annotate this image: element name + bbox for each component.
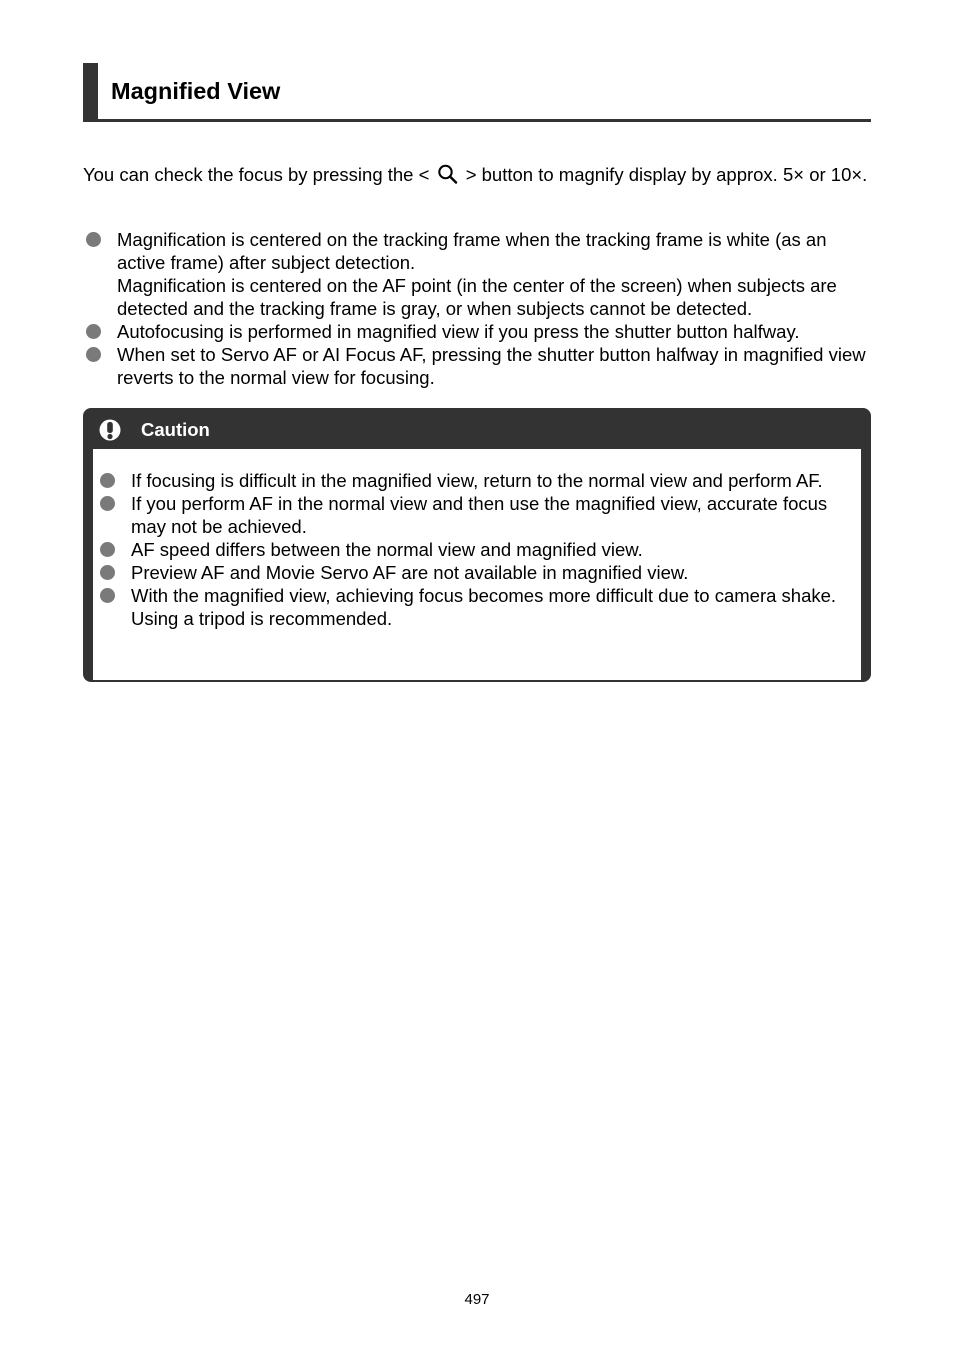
list-item [86, 343, 871, 389]
list-item-text: If you perform AF in the normal view and then use the magnified view, accurate focus may not be achieved. [131, 493, 828, 537]
page-title: Magnified View [111, 78, 281, 104]
list-item-text: Autofocusing is performed in magnified view if you press the shutter button halfway. [117, 321, 800, 342]
caution-icon [99, 419, 121, 441]
main-bullet-list [86, 228, 871, 389]
intro-text-before: You can check the focus by pressing the < [83, 164, 430, 185]
list-item-text: If focusing is difficult in the magnified view, return to the normal view and perform AF. [131, 470, 823, 491]
list-item [100, 584, 840, 630]
caution-header [83, 408, 871, 449]
list-item-text-continued: Magnification is centered on the AF point (in the center of the screen) when subjects are detected and the tracking frame is gray, or when subjects cannot be detected. [117, 275, 837, 319]
section-heading [83, 63, 871, 122]
heading-accent-bar [83, 63, 98, 119]
list-item [100, 492, 840, 538]
intro-paragraph [83, 163, 873, 186]
bullet-icon [86, 347, 101, 362]
bullet-icon [86, 324, 101, 339]
list-item-text: When set to Servo AF or AI Focus AF, pressing the shutter button halfway in magnified view reverts to the normal view for focusing. [117, 344, 866, 388]
bullet-icon [100, 588, 115, 603]
list-item-text: AF speed differs between the normal view and magnified view. [131, 539, 643, 560]
magnify-icon [437, 164, 459, 184]
caution-list [100, 469, 840, 630]
list-item-text: Magnification is centered on the tracking frame when the tracking frame is white (as an active frame) after subject detection. [117, 229, 827, 273]
list-item-text: With the magnified view, achieving focus becomes more difficult due to camera shake. Using a tripod is recommended. [131, 585, 837, 629]
caution-box [83, 408, 871, 682]
list-item [86, 320, 871, 343]
bullet-icon [100, 473, 115, 488]
page-number: 497 [464, 1291, 490, 1308]
list-item-text: Preview AF and Movie Servo AF are not available in magnified view. [131, 562, 689, 583]
caution-body [93, 449, 861, 680]
bullet-icon [86, 232, 101, 247]
list-item [100, 561, 840, 584]
bullet-icon [100, 565, 115, 580]
list-item [86, 228, 871, 320]
caution-title: Caution [141, 419, 210, 440]
bullet-icon [100, 542, 115, 557]
list-item [100, 469, 840, 492]
bullet-icon [100, 496, 115, 511]
intro-text-after: > button to magnify display by approx. 5× or 10×. [465, 164, 868, 185]
list-item [100, 538, 840, 561]
